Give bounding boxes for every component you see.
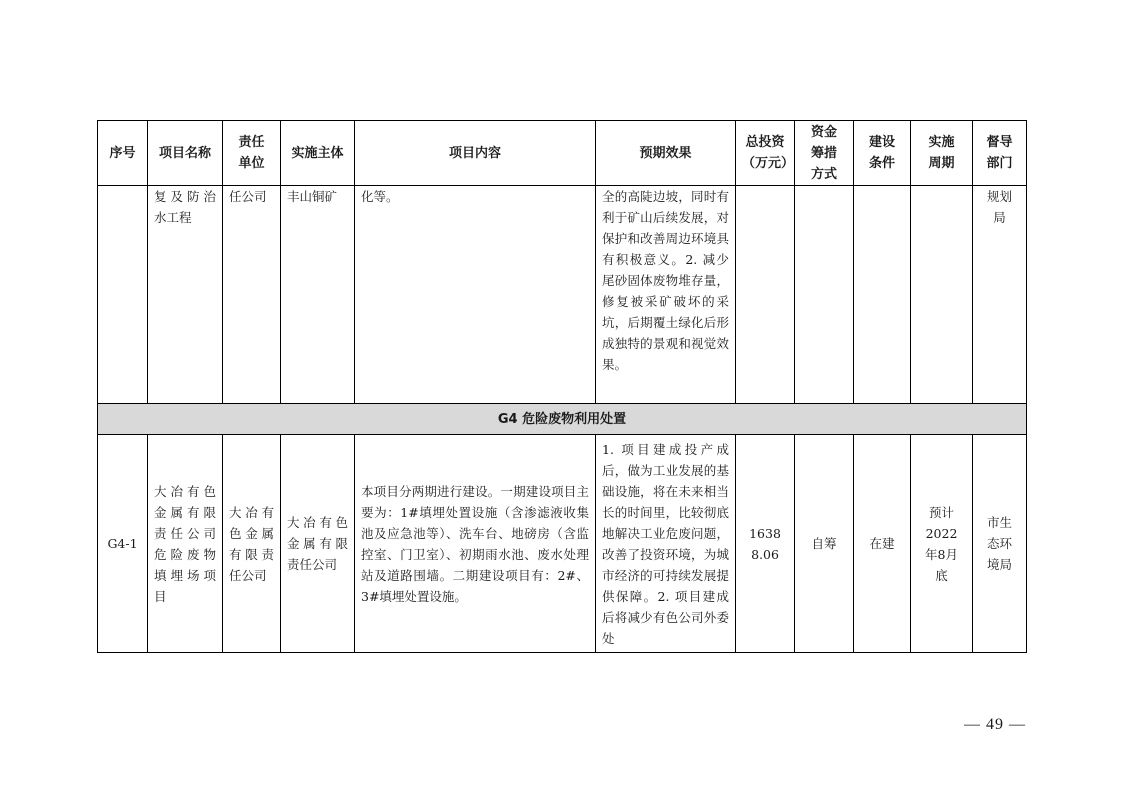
header-invest: 总投资（万元） <box>736 121 795 186</box>
cell-cond <box>854 186 911 404</box>
cell-invest: 16388.06 <box>736 435 795 653</box>
section-row <box>98 404 1027 435</box>
cell-effect: 1. 项目建成投产成后，做为工业发展的基础设施，将在未来相当长的时间里，比较彻底地解决工业危废问题，改善了投资环境，为城市经济的可持续发展提供保障。2. 项目建成后将减少有色公司外委处 <box>596 435 736 653</box>
cell-impl: 丰山铜矿 <box>281 186 355 404</box>
header-resp: 责任单位 <box>223 121 281 186</box>
cell-seq: G4-1 <box>98 435 148 653</box>
cell-resp: 大冶有色金属有限责任公司 <box>223 435 281 653</box>
header-cond: 建设条件 <box>854 121 911 186</box>
cell-name: 大冶有色金属有限责任公司危险废物填埋场项目 <box>148 435 223 653</box>
header-dept: 督导部门 <box>973 121 1027 186</box>
cell-fund <box>795 186 854 404</box>
cell-period: 预计2022年8月底 <box>911 435 973 653</box>
table-row <box>98 435 1027 653</box>
table-row <box>98 186 1027 404</box>
cell-period <box>911 186 973 404</box>
header-row <box>98 121 1027 186</box>
cell-effect: 全的高陡边坡，同时有利于矿山后续发展，对保护和改善周边环境具有积极意义。2. 减少尾砂固体废物堆存量，修复被采矿破坏的采坑，后期覆土绿化后形成独特的景观和视觉效果。 <box>596 186 736 404</box>
header-content: 项目内容 <box>355 121 596 186</box>
cell-invest <box>736 186 795 404</box>
cell-seq <box>98 186 148 404</box>
cell-dept: 市生态环境局 <box>973 435 1027 653</box>
section-title: G4 危险废物利用处置 <box>98 404 1027 435</box>
cell-content: 本项目分两期进行建设。一期建设项目主要为：1#填埋处置设施（含渗滤液收集池及应急池等）、洗车台、地磅房（含监控室、门卫室）、初期雨水池、废水处理站及道路围墙。二期建设项目有：2#、3#填埋处置设施。 <box>355 435 596 653</box>
header-fund: 资金筹措方式 <box>795 121 854 186</box>
cell-content: 化等。 <box>355 186 596 404</box>
header-effect: 预期效果 <box>596 121 736 186</box>
cell-fund: 自筹 <box>795 435 854 653</box>
header-seq: 序号 <box>98 121 148 186</box>
page-number: — 49 — <box>964 716 1026 733</box>
cell-resp: 任公司 <box>223 186 281 404</box>
header-name: 项目名称 <box>148 121 223 186</box>
project-table <box>97 120 1027 653</box>
cell-cond: 在建 <box>854 435 911 653</box>
header-period: 实施周期 <box>911 121 973 186</box>
header-impl: 实施主体 <box>281 121 355 186</box>
cell-name: 复及防治水工程 <box>148 186 223 404</box>
cell-impl: 大冶有色金属有限责任公司 <box>281 435 355 653</box>
cell-dept: 规划局 <box>973 186 1027 404</box>
